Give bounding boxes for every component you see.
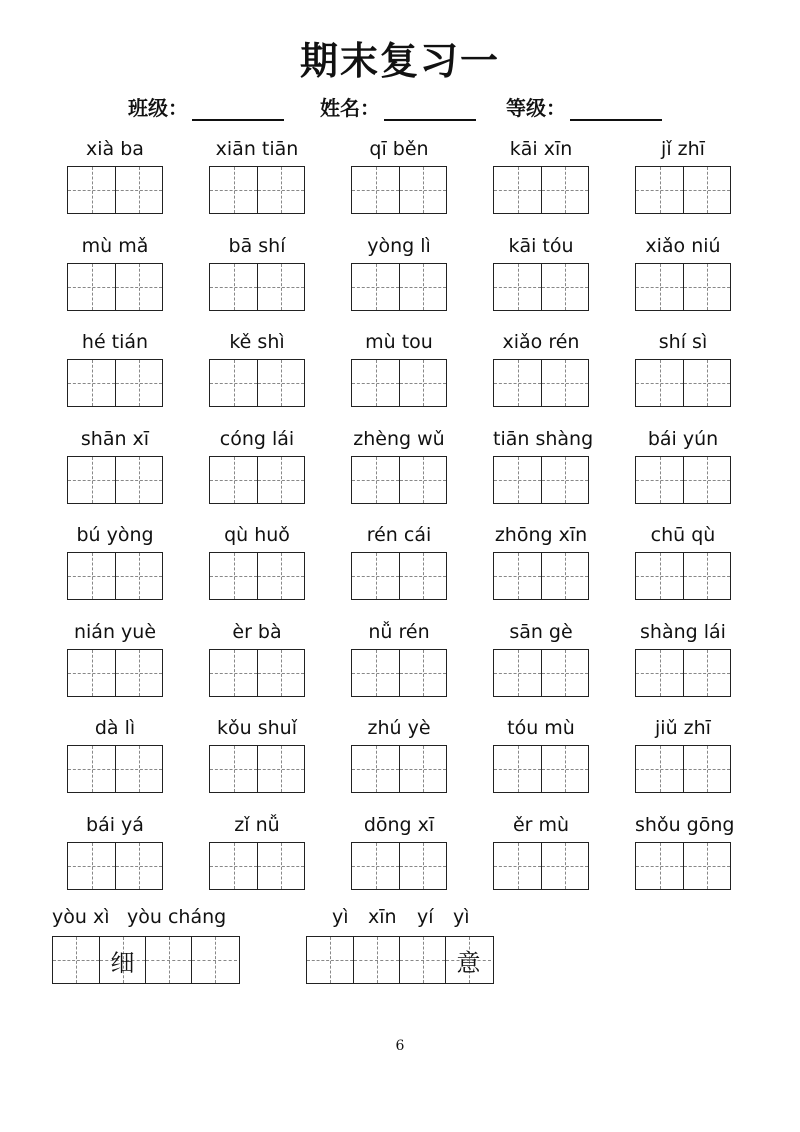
tianzige-box (493, 552, 589, 600)
word-cell (209, 619, 305, 697)
writing-square[interactable] (541, 360, 588, 406)
word-cell (67, 233, 163, 311)
writing-square[interactable] (210, 843, 257, 889)
writing-square[interactable] (68, 167, 115, 213)
writing-square[interactable] (257, 650, 304, 696)
pinyin-label: rén cái (366, 524, 432, 546)
writing-square[interactable] (68, 264, 115, 310)
word-cell (67, 329, 163, 407)
writing-square[interactable] (494, 746, 541, 792)
tianzige-box (493, 842, 589, 890)
writing-square[interactable] (683, 360, 730, 406)
tianzige-box (493, 456, 589, 504)
pinyin-label: hé tián (81, 331, 149, 353)
tianzige-box (351, 745, 447, 793)
writing-square[interactable] (399, 553, 446, 599)
writing-square[interactable] (399, 937, 445, 983)
word-cell (635, 329, 731, 407)
tianzige-box (67, 359, 163, 407)
word-cell (67, 426, 163, 504)
tianzige-box (209, 359, 305, 407)
writing-square[interactable] (494, 843, 541, 889)
idiom-2-pinyin-d: yì (453, 906, 470, 928)
tianzige-box (67, 552, 163, 600)
tianzige-box (635, 456, 731, 504)
writing-square[interactable] (145, 937, 191, 983)
pinyin-label: jǐ zhī (661, 138, 705, 160)
writing-square[interactable] (683, 457, 730, 503)
pinyin-label: tóu mù (507, 717, 575, 739)
idiom-2-pinyin-b: xīn (368, 906, 397, 928)
tianzige-box (209, 552, 305, 600)
tianzige-box (209, 649, 305, 697)
word-cell (209, 715, 305, 793)
pinyin-label: dōng xī (363, 814, 435, 836)
tianzige-box (351, 359, 447, 407)
grade-field (506, 92, 662, 121)
pinyin-label: jiǔ zhī (655, 717, 711, 739)
pinyin-label: xiǎo niú (645, 235, 721, 257)
tianzige-box (493, 649, 589, 697)
idiom-char (53, 937, 99, 983)
writing-square[interactable] (68, 843, 115, 889)
writing-square[interactable] (399, 167, 446, 213)
word-cell (67, 136, 163, 214)
grade-label: 等级： (506, 96, 566, 120)
writing-square[interactable] (494, 457, 541, 503)
pinyin-label: xiān tiān (215, 138, 299, 160)
tianzige-box (635, 649, 731, 697)
writing-square[interactable] (399, 264, 446, 310)
class-label: 班级： (128, 96, 188, 120)
pinyin-label: bái yá (86, 814, 144, 836)
writing-square[interactable] (352, 167, 399, 213)
worksheet-title: 期末复习一 (299, 39, 500, 83)
word-cell (351, 329, 447, 407)
pinyin-label: dà lì (94, 717, 136, 739)
tianzige-box (493, 263, 589, 311)
idiom-1-pinyin (52, 906, 240, 932)
pinyin-label: zhú yè (367, 717, 431, 739)
word-cell (493, 233, 589, 311)
writing-square[interactable] (636, 167, 683, 213)
pinyin-label: zhōng xīn (494, 524, 588, 546)
tianzige-box (635, 359, 731, 407)
writing-square[interactable] (210, 553, 257, 599)
writing-square[interactable] (257, 553, 304, 599)
pinyin-label: cóng lái (219, 428, 295, 450)
word-cell (209, 233, 305, 311)
pinyin-label: bā shí (228, 235, 286, 257)
tianzige-box (351, 456, 447, 504)
writing-square[interactable] (257, 843, 304, 889)
pinyin-label: shàng lái (640, 621, 726, 643)
pinyin-label: yòng lì (367, 235, 431, 257)
tianzige-box (351, 842, 447, 890)
word-cell (493, 136, 589, 214)
idiom-2 (306, 906, 494, 984)
word-cell (351, 715, 447, 793)
tianzige-box (635, 166, 731, 214)
idiom-2-boxes (306, 936, 494, 984)
writing-square[interactable] (636, 457, 683, 503)
word-cell (493, 715, 589, 793)
idiom-char: 细 (110, 948, 135, 977)
grade-blank[interactable] (570, 97, 662, 121)
word-cell (209, 426, 305, 504)
pinyin-label: nǚ rén (368, 621, 430, 643)
writing-square[interactable] (399, 457, 446, 503)
writing-square[interactable] (494, 360, 541, 406)
writing-square[interactable] (210, 457, 257, 503)
tianzige-box (67, 842, 163, 890)
writing-square[interactable] (115, 843, 162, 889)
pinyin-label: sān gè (509, 621, 573, 643)
word-cell (635, 715, 731, 793)
word-cell (67, 522, 163, 600)
word-cell (351, 522, 447, 600)
writing-square[interactable] (399, 360, 446, 406)
pinyin-label: shí sì (658, 331, 708, 353)
writing-square[interactable] (210, 167, 257, 213)
tianzige-box (209, 263, 305, 311)
idiom-1-pinyin-b: yòu cháng (127, 906, 227, 928)
word-cell (493, 812, 589, 890)
tianzige-box (351, 649, 447, 697)
writing-square[interactable] (399, 843, 446, 889)
class-field (128, 92, 284, 121)
writing-square[interactable] (257, 264, 304, 310)
writing-square[interactable] (115, 264, 162, 310)
writing-square[interactable] (352, 264, 399, 310)
writing-square[interactable] (53, 937, 99, 983)
name-field (320, 92, 476, 121)
idiom-2-pinyin (306, 906, 494, 932)
writing-square[interactable] (541, 167, 588, 213)
writing-square[interactable] (636, 843, 683, 889)
word-cell (635, 522, 731, 600)
idiom-2-pinyin-c: yí (417, 906, 434, 928)
writing-square[interactable] (191, 937, 237, 983)
word-cell (209, 329, 305, 407)
word-cell (209, 136, 305, 214)
idiom-char (192, 937, 237, 983)
tianzige-box (209, 842, 305, 890)
writing-square[interactable] (683, 264, 730, 310)
pinyin-label: kǒu shuǐ (217, 717, 297, 739)
writing-square[interactable] (352, 650, 399, 696)
word-cell (635, 619, 731, 697)
writing-square[interactable] (210, 360, 257, 406)
writing-square[interactable] (683, 843, 730, 889)
pinyin-label: xià ba (86, 138, 144, 160)
tianzige-box (209, 166, 305, 214)
tianzige-box (635, 263, 731, 311)
writing-square[interactable] (636, 746, 683, 792)
tianzige-box (67, 649, 163, 697)
tianzige-box (351, 552, 447, 600)
writing-square[interactable] (636, 360, 683, 406)
word-cell (209, 522, 305, 600)
pinyin-label: qī běn (369, 138, 429, 160)
idiom-1-pinyin-a: yòu xì (52, 906, 110, 928)
word-cell (635, 136, 731, 214)
word-cell (351, 619, 447, 697)
writing-square[interactable] (352, 457, 399, 503)
writing-square[interactable] (68, 650, 115, 696)
writing-square[interactable] (683, 167, 730, 213)
writing-square[interactable] (68, 360, 115, 406)
pinyin-label: bú yòng (76, 524, 154, 546)
idiom-char (146, 937, 191, 983)
pinyin-label: ěr mù (512, 814, 570, 836)
word-cell (67, 715, 163, 793)
writing-square[interactable] (68, 457, 115, 503)
idiom-1 (52, 906, 240, 984)
writing-square[interactable] (257, 746, 304, 792)
word-cell (67, 812, 163, 890)
writing-square[interactable] (115, 746, 162, 792)
writing-square[interactable] (257, 360, 304, 406)
pinyin-label: bái yún (647, 428, 719, 450)
idiom-char (354, 937, 399, 983)
writing-square[interactable] (115, 650, 162, 696)
pinyin-label: kě shì (229, 331, 285, 353)
writing-square[interactable] (683, 553, 730, 599)
tianzige-box (209, 456, 305, 504)
word-cell (635, 812, 735, 890)
writing-square[interactable] (683, 650, 730, 696)
writing-square[interactable] (115, 167, 162, 213)
writing-square[interactable] (541, 553, 588, 599)
tianzige-box (67, 456, 163, 504)
word-cell (351, 136, 447, 214)
pinyin-label: kāi tóu (508, 235, 574, 257)
pinyin-label: mù mǎ (81, 235, 149, 257)
pinyin-label: nián yuè (73, 621, 157, 643)
pinyin-label: zhèng wǔ (353, 428, 445, 450)
pinyin-label: xiǎo rén (502, 331, 580, 353)
page-number: 6 (395, 1038, 405, 1054)
idiom-1-boxes (52, 936, 240, 984)
writing-square[interactable] (636, 264, 683, 310)
writing-square[interactable] (352, 360, 399, 406)
word-cell (635, 426, 731, 504)
word-cell (493, 426, 594, 504)
writing-square[interactable] (494, 650, 541, 696)
writing-square[interactable] (541, 843, 588, 889)
writing-square[interactable] (683, 746, 730, 792)
writing-square[interactable] (494, 264, 541, 310)
word-cell (493, 619, 589, 697)
tianzige-box (493, 359, 589, 407)
writing-square[interactable] (210, 650, 257, 696)
writing-square[interactable] (115, 457, 162, 503)
word-cell (351, 233, 447, 311)
pinyin-label: qù huǒ (224, 524, 290, 546)
tianzige-box (67, 263, 163, 311)
writing-square[interactable] (68, 746, 115, 792)
writing-square[interactable] (636, 553, 683, 599)
writing-square[interactable] (494, 553, 541, 599)
writing-square[interactable] (99, 937, 145, 983)
name-blank[interactable] (384, 97, 476, 121)
writing-square[interactable] (68, 553, 115, 599)
writing-square[interactable] (115, 553, 162, 599)
pinyin-label: shǒu gōng (635, 814, 735, 836)
writing-square[interactable] (541, 264, 588, 310)
writing-square[interactable] (352, 843, 399, 889)
writing-square[interactable] (541, 457, 588, 503)
tianzige-box (635, 552, 731, 600)
word-cell (635, 233, 731, 311)
word-cell (209, 812, 305, 890)
name-label: 姓名： (320, 96, 380, 120)
writing-square[interactable] (352, 553, 399, 599)
tianzige-box (635, 842, 731, 890)
writing-square[interactable] (494, 167, 541, 213)
writing-square[interactable] (352, 746, 399, 792)
writing-square[interactable] (353, 937, 399, 983)
writing-square[interactable] (399, 650, 446, 696)
word-cell (493, 522, 589, 600)
word-cell (351, 812, 447, 890)
tianzige-box (493, 745, 589, 793)
word-cell (351, 426, 447, 504)
writing-square[interactable] (636, 650, 683, 696)
word-cell (493, 329, 589, 407)
pinyin-label: mù tou (365, 331, 433, 353)
writing-square[interactable] (541, 650, 588, 696)
writing-square[interactable] (445, 937, 491, 983)
tianzige-box (67, 745, 163, 793)
tianzige-box (493, 166, 589, 214)
pinyin-label: shān xī (80, 428, 150, 450)
pinyin-label: kāi xīn (509, 138, 573, 160)
pinyin-label: zǐ nǚ (234, 814, 280, 836)
tianzige-box (351, 263, 447, 311)
idiom-char (400, 937, 445, 983)
writing-square[interactable] (257, 457, 304, 503)
idiom-char (307, 937, 353, 983)
writing-square[interactable] (307, 937, 353, 983)
pinyin-label: èr bà (232, 621, 282, 643)
idiom-2-pinyin-a: yì (332, 906, 349, 928)
tianzige-box (209, 745, 305, 793)
writing-square[interactable] (210, 264, 257, 310)
word-cell (67, 619, 163, 697)
writing-square[interactable] (115, 360, 162, 406)
writing-square[interactable] (257, 167, 304, 213)
tianzige-box (351, 166, 447, 214)
class-blank[interactable] (192, 97, 284, 121)
writing-square[interactable] (210, 746, 257, 792)
tianzige-box (635, 745, 731, 793)
tianzige-box (67, 166, 163, 214)
writing-square[interactable] (541, 746, 588, 792)
idiom-char: 意 (456, 948, 481, 977)
pinyin-label: tiān shàng (493, 428, 594, 450)
pinyin-label: chū qù (650, 524, 716, 546)
writing-square[interactable] (399, 746, 446, 792)
